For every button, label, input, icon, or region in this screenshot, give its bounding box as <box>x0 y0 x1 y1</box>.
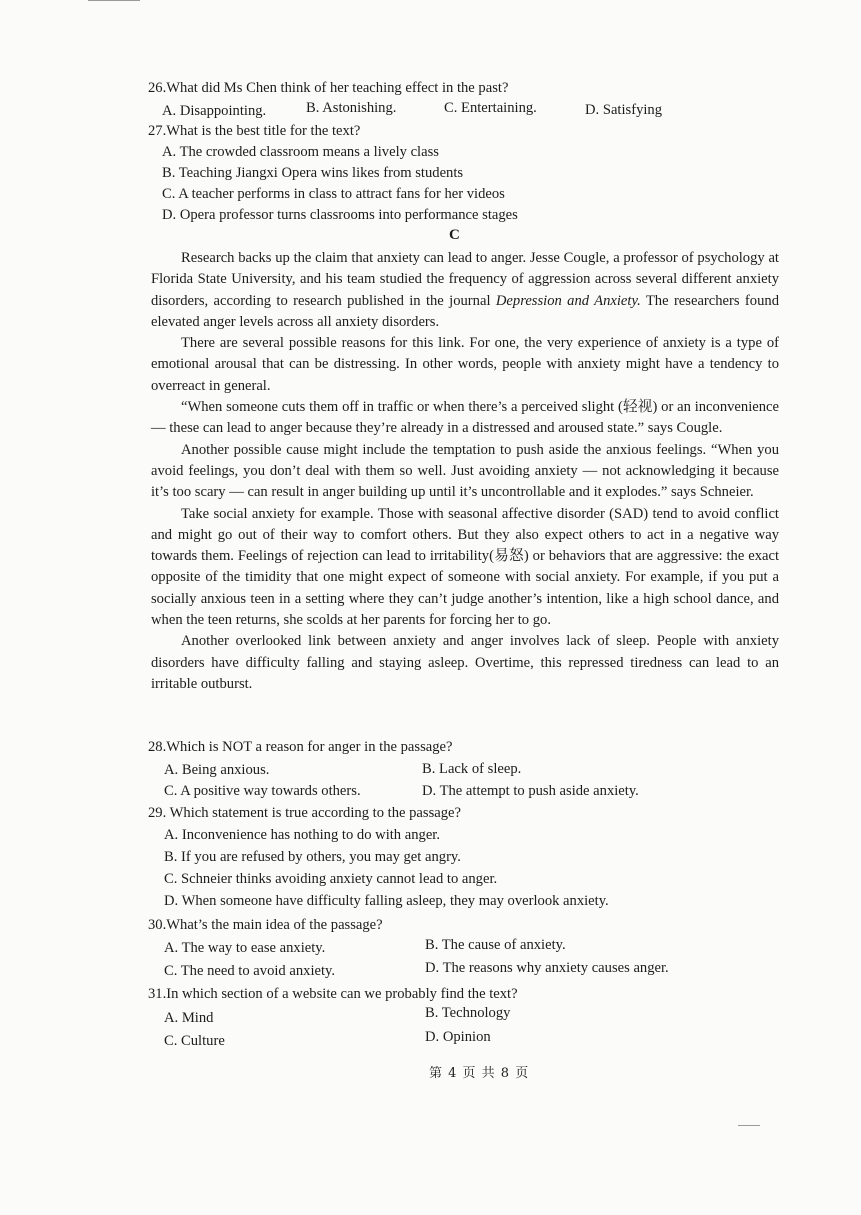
question-26-option-d: D. Satisfying <box>585 102 663 118</box>
question-28-option-b: B. Lack of sleep. <box>422 761 522 777</box>
question-26-option-b: B. Astonishing. <box>306 100 397 116</box>
passage-paragraph-4: Another possible cause might include the temptation to push aside the anxious feelings. “When you avoid feelings, you don’t deal with them so well. Just avoiding anxiety — not acknowledging it because it’s too scary — can result in anger building up until it’s uncontrollable and it explodes.” says Schneier. <box>151 441 779 501</box>
question-27-option-d: D. Opera professor turns classrooms into performance stages <box>162 207 518 223</box>
passage-paragraph-2: There are several possible reasons for this link. For one, the very experience of anxiety is a type of emotional arousal that can be distressing. In other words, people with anxiety might have a tendency to overreact in general. <box>151 335 779 394</box>
page-number-footer: 第 4 页 共 8 页 <box>429 1066 530 1081</box>
question-30-stem: 30.What’s the main idea of the passage? <box>148 917 383 933</box>
passage-paragraph-1 <box>151 248 779 333</box>
question-31-stem: 31.In which section of a website can we probably find the text? <box>148 986 518 1002</box>
question-27-option-a: A. The crowded classroom means a lively class <box>162 144 439 160</box>
question-29-option-d: D. When someone have difficulty falling asleep, they may overlook anxiety. <box>164 893 609 909</box>
question-28-option-d: D. The attempt to push aside anxiety. <box>422 783 639 799</box>
question-27-stem: 27.What is the best title for the text? <box>148 123 361 139</box>
question-31-option-c: C. Culture <box>164 1033 225 1049</box>
question-29-stem: 29. Which statement is true according to the passage? <box>148 805 461 821</box>
passage-paragraph-6: Another overlooked link between anxiety and anger involves lack of sleep. People with anxiety disorders have difficulty falling and staying asleep. Overtime, this repressed tiredness can lead to an irritable outburst. <box>151 633 779 692</box>
passage-paragraph-3: “When someone cuts them off in traffic or when there’s a perceived slight (轻视) or an inconvenience — these can lead to anger because they’re already in a distressed and aroused state.” says Cougle. <box>151 399 779 437</box>
scan-mark-right <box>738 1125 760 1126</box>
scan-mark-top <box>88 0 140 1</box>
question-31-option-d: D. Opinion <box>425 1029 491 1045</box>
paragraph-1-text-b: The researchers found elevated anger levels across all anxiety disorders. <box>151 292 779 330</box>
question-26-option-c: C. Entertaining. <box>444 100 537 116</box>
question-30-option-c: C. The need to avoid anxiety. <box>164 963 336 979</box>
question-29-option-b: B. If you are refused by others, you may get angry. <box>164 849 461 865</box>
question-28-stem: 28.Which is NOT a reason for anger in the passage? <box>148 739 453 755</box>
journal-title: Depression and Anxiety. <box>495 292 641 309</box>
question-27-option-c: C. A teacher performs in class to attract fans for her videos <box>162 186 505 202</box>
passage <box>151 248 779 695</box>
paragraph-1-text-a: Research backs up the claim that anxiety can lead to anger. Jesse Cougle, a professor of psychology at Florida State University, and his team studied the frequency of aggression across several different anxiety disorders, according to research published in the journal <box>151 250 779 309</box>
question-29-option-a: A. Inconvenience has nothing to do with anger. <box>164 827 440 843</box>
question-29-option-c: C. Schneier thinks avoiding anxiety cannot lead to anger. <box>164 871 498 887</box>
question-30-option-d: D. The reasons why anxiety causes anger. <box>425 960 669 976</box>
question-28-option-c: C. A positive way towards others. <box>164 783 361 799</box>
question-27-option-b: B. Teaching Jiangxi Opera wins likes from students <box>162 165 464 181</box>
question-26-stem: 26.What did Ms Chen think of her teaching effect in the past? <box>148 80 509 96</box>
question-31-option-b: B. Technology <box>425 1005 511 1021</box>
question-30-option-b: B. The cause of anxiety. <box>425 937 566 953</box>
question-26-option-a: A. Disappointing. <box>162 103 267 119</box>
section-c-heading: C <box>449 227 460 243</box>
question-28-option-a: A. Being anxious. <box>164 762 270 778</box>
question-31-option-a: A. Mind <box>164 1010 214 1026</box>
passage-paragraph-5: Take social anxiety for example. Those with seasonal affective disorder (SAD) tend to avoid conflict and might go out of their way to comfort others. But they also expect others to act in a negative way towards them. Feelings of rejection can lead to irritability(易怒) or behaviors that are aggressive: the exact opposite of the timidity that one might expect of someone with social anxiety. For example, if you put a socially anxious teen in a setting where they can’t judge another’s intention, like a high school dance, and when the teen returns, she scolds at her parents for forcing her to go. <box>151 505 779 629</box>
question-30-option-a: A. The way to ease anxiety. <box>164 940 326 956</box>
